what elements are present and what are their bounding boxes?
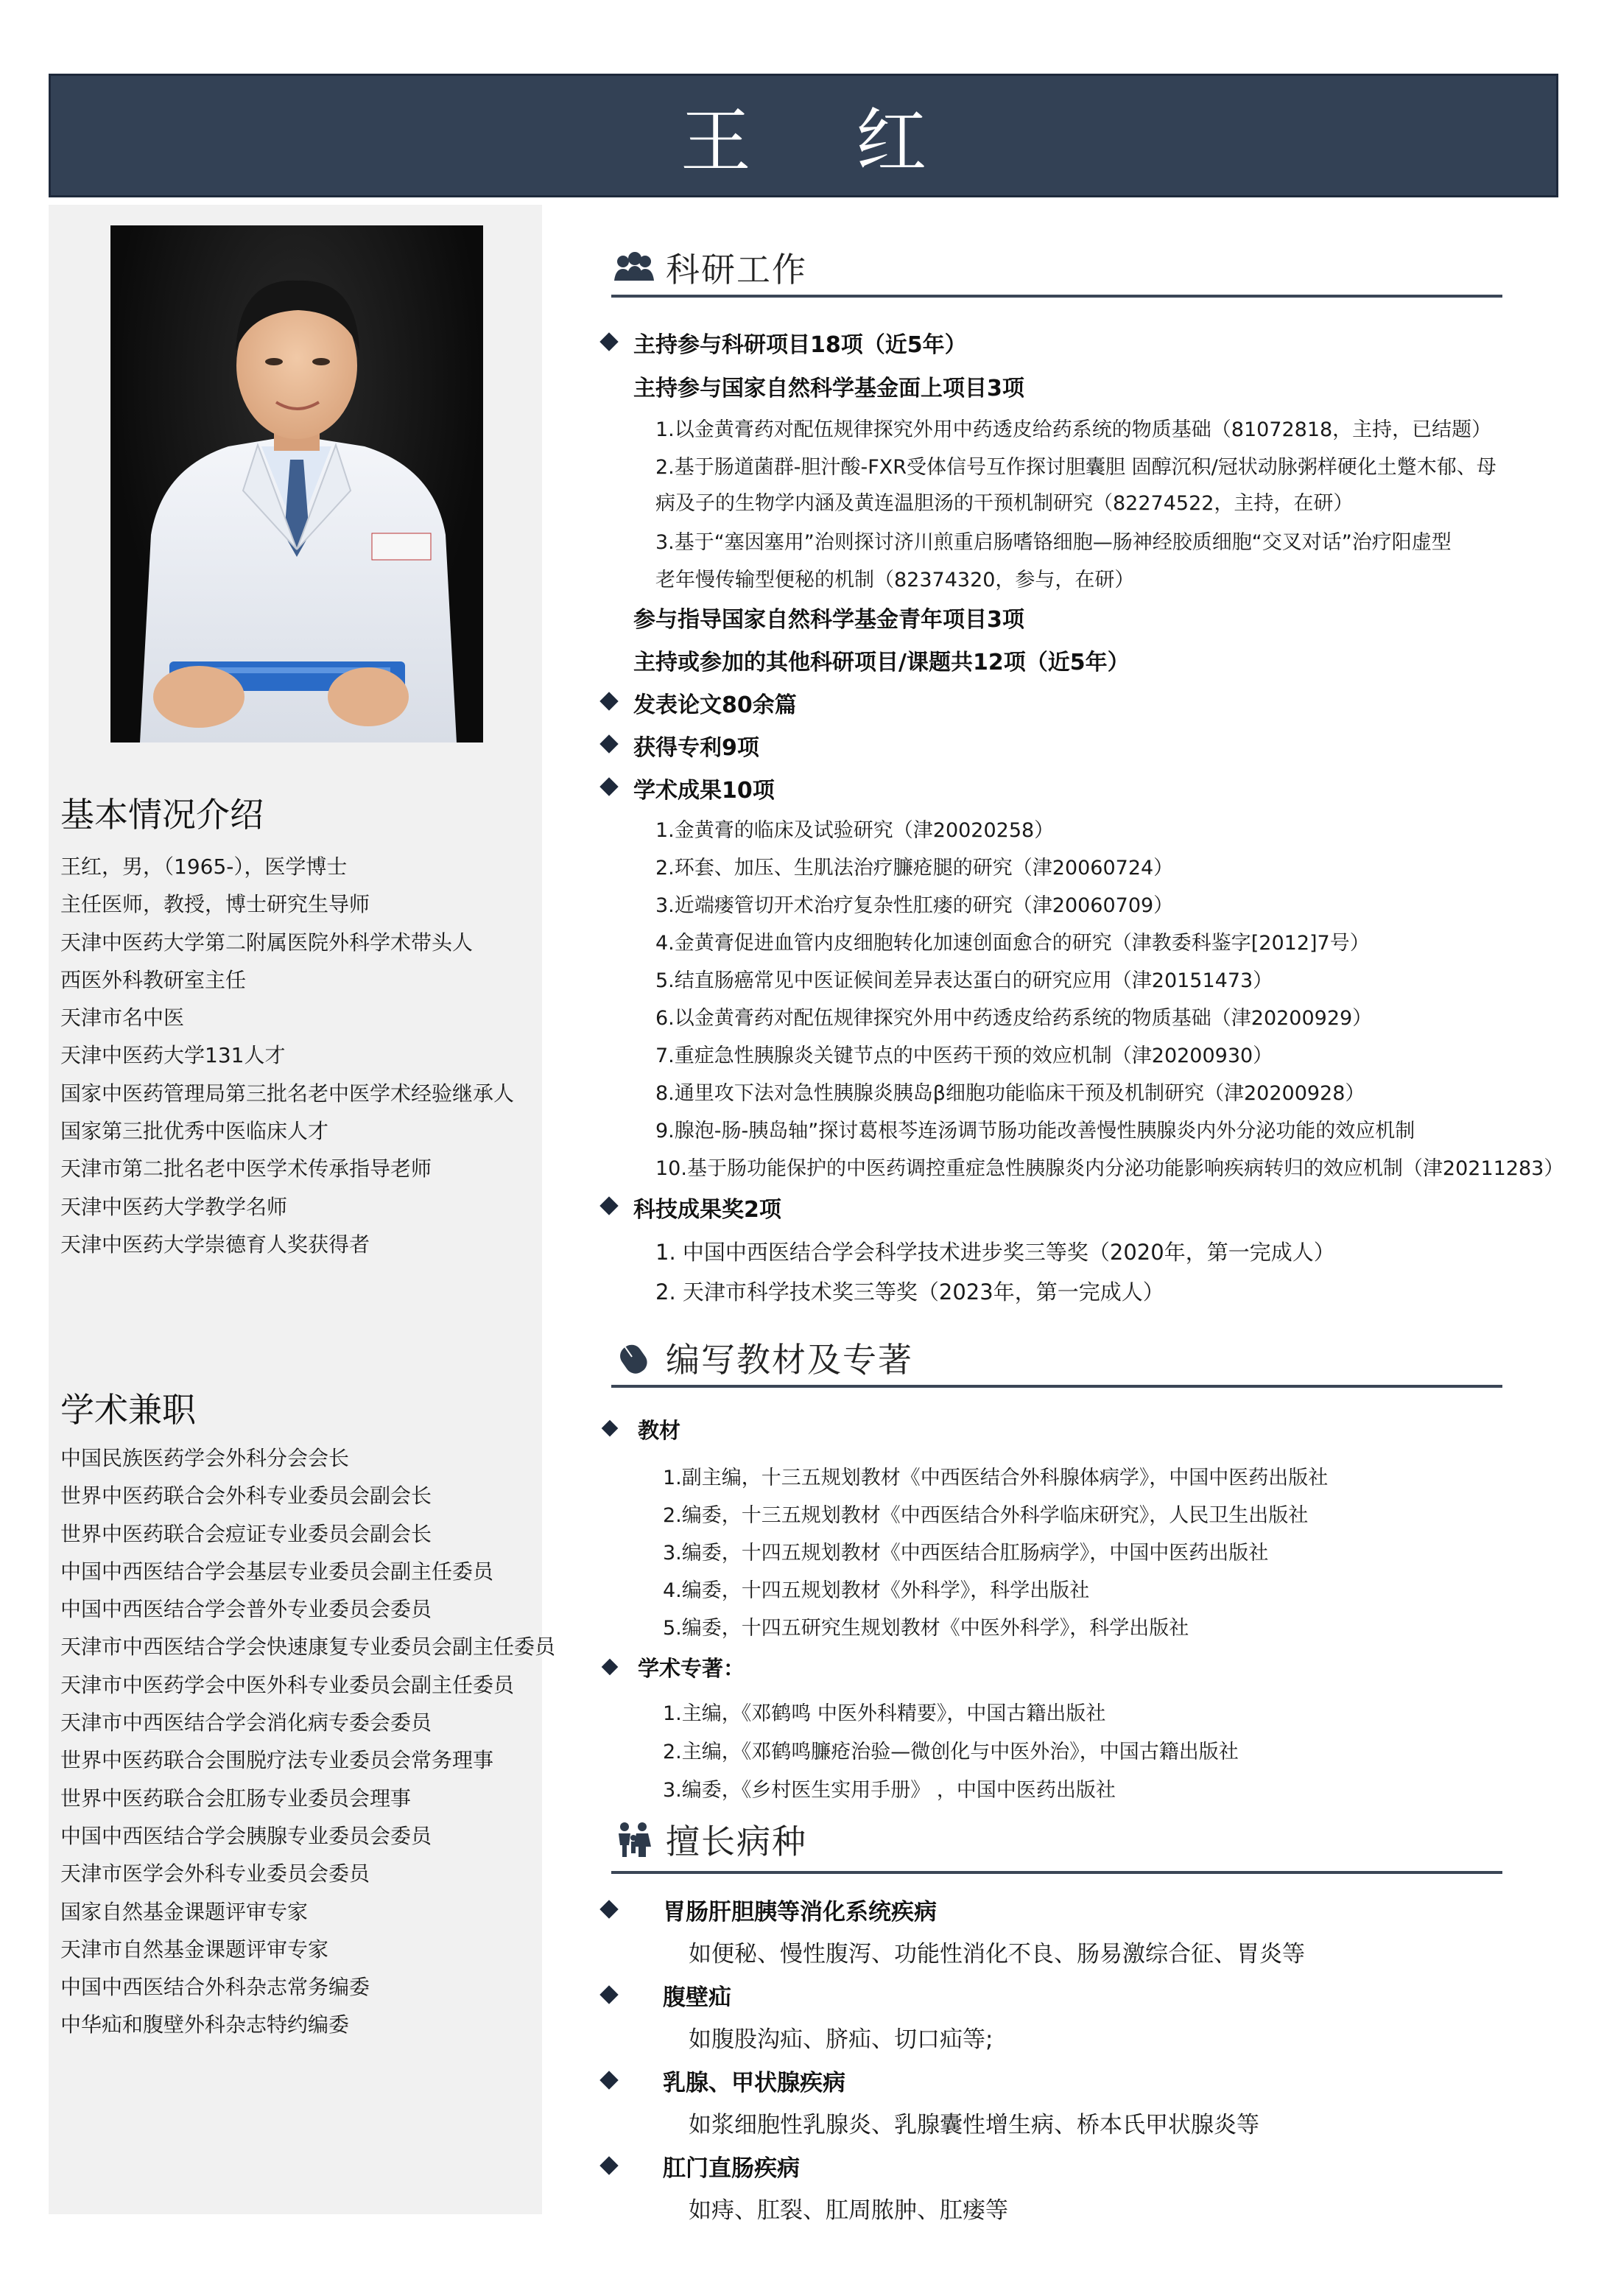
- expertise-desc: 如腹股沟疝、脐疝、切口疝等;: [689, 2026, 993, 2053]
- award-item: 1. 中国中西医结合学会科学技术进步奖三等奖（2020年，第一完成人）: [655, 1240, 1335, 1265]
- portrait-photo: [110, 225, 483, 742]
- list-item: 天津市第二批名老中医学术传承指导老师: [60, 1156, 432, 1182]
- list-item: 西医外科教研室主任: [60, 967, 247, 992]
- list-item: 国家第三批优秀中医临床人才: [60, 1119, 329, 1144]
- projects-title: 主持参与科研项目18项（近5年）: [633, 332, 967, 358]
- page-title: 王 红: [680, 99, 968, 183]
- academic-roles-list: [60, 1439, 555, 2044]
- diamond-bullet-icon: [599, 2071, 618, 2089]
- textbook-item: 3.编委，十四五规划教材《中西医结合肛肠病学》，中国中医药出版社: [663, 1542, 1269, 1565]
- list-item: 世界中医药联合会围脱疗法专业委员会常务理事: [60, 1748, 494, 1773]
- list-item: 天津中医药大学131人才: [60, 1043, 286, 1068]
- achievements-title: 学术成果10项: [633, 778, 775, 804]
- expertise-name: 乳腺、甲状腺疾病: [663, 2070, 845, 2096]
- expertise-name: 腹壁疝: [663, 1984, 731, 2011]
- list-item: 天津市中西医结合学会消化病专委会委员: [60, 1710, 432, 1735]
- list-item: 中国中西医结合学会普外专业委员会委员: [60, 1597, 432, 1622]
- achievement-item: 6.以金黄膏药对配伍规律探究外用中药透皮给药系统的物质基础（津20200929）: [655, 1007, 1373, 1030]
- list-item: 天津市医学会外科专业委员会委员: [60, 1861, 370, 1886]
- list-item: 中国民族医药学会外科分会会长: [60, 1446, 350, 1470]
- list-item: 天津市中西医结合学会快速康复专业委员会副主任委员: [60, 1635, 556, 1660]
- name-banner: [49, 74, 1558, 197]
- achievement-item: 9.腺泡-肠-胰岛轴”探讨葛根芩连汤调节肠功能改善慢性胰腺炎内外分泌功能的效应机制: [655, 1120, 1415, 1142]
- expertise-desc: 如便秘、慢性腹泻、功能性消化不良、肠易激综合征、胃炎等: [689, 1941, 1305, 1967]
- achievement-item: 2.环套、加压、生肌法治疗臁疮腿的研究（津20060724）: [655, 857, 1174, 880]
- achievement-item: 4.金黄膏促进血管内皮细胞转化加速创面愈合的研究（津教委科鉴字[2012]7号）: [655, 932, 1370, 955]
- textbook-title: 教材: [638, 1418, 681, 1443]
- textbook-item: 4.编委，十四五规划教材《外科学》，科学出版社: [663, 1579, 1090, 1602]
- list-item: 中国中西医结合学会胰腺专业委员会委员: [60, 1823, 432, 1848]
- list-item: 天津中医药大学崇德育人奖获得者: [60, 1232, 370, 1257]
- patents-title: 获得专利9项: [633, 735, 759, 761]
- list-item: 天津中医药大学第二附属医院外科学术带头人: [60, 930, 474, 955]
- achievement-item: 5.结直肠癌常见中医证候间差异表达蛋白的研究应用（津20151473）: [655, 969, 1273, 992]
- section-title: 科研工作: [666, 250, 807, 289]
- list-item: 国家中医药管理局第三批名老中医学术经验继承人: [60, 1081, 515, 1106]
- textbook-item: 5.编委，十四五研究生规划教材《中医外科学》，科学出版社: [663, 1617, 1189, 1640]
- nsfc-title: 主持参与国家自然科学基金面上项目3项: [633, 376, 1024, 401]
- basic-info-list: [60, 848, 514, 1263]
- award-item: 2. 天津市科学技术奖三等奖（2023年，第一完成人）: [655, 1279, 1164, 1305]
- diamond-bullet-icon: [599, 332, 618, 351]
- diamond-bullet-icon: [599, 1900, 618, 1918]
- diamond-bullet-icon: [602, 1420, 619, 1437]
- list-item: 中国中西医结合外科杂志常务编委: [60, 1975, 370, 2000]
- nsfc-item: 2.基于肠道菌群-胆汁酸-FXR受体信号互作探讨胆囊胆 固醇沉积/冠状动脉粥样硬化土蹩木郁、母: [655, 456, 1496, 479]
- achievement-item: 7.重症急性胰腺炎关键节点的中医药干预的效应机制（津20200930）: [655, 1045, 1273, 1067]
- expertise-desc: 如痔、肛裂、肛周脓肿、肛瘘等: [689, 2197, 1008, 2224]
- nsfc-item: 病及子的生物学内涵及黄连温胆汤的干预机制研究（82274522，主持，在研）: [655, 492, 1354, 515]
- achievement-item: 10.基于肠功能保护的中医药调控重症急性胰腺炎内分泌功能影响疾病转归的效应机制（津20211283）: [655, 1157, 1564, 1180]
- list-item: 天津中医药大学教学名师: [60, 1194, 288, 1219]
- achievement-item: 8.通里攻下法对急性胰腺炎胰岛β细胞功能临床干预及机制研究（津20200928）: [655, 1082, 1365, 1105]
- awards-title: 科技成果奖2项: [633, 1197, 781, 1223]
- monograph-item: 3.编委，《乡村医生实用手册》 ，中国中医药出版社: [663, 1779, 1116, 1802]
- diamond-bullet-icon: [599, 777, 618, 796]
- list-item: 天津市自然基金课题评审专家: [60, 1937, 329, 1962]
- monograph-title: 学术专著：: [638, 1656, 745, 1681]
- list-item: 世界中医药联合会肛肠专业委员会理事: [60, 1786, 412, 1811]
- diamond-bullet-icon: [599, 1196, 618, 1215]
- list-item: 天津市中医药学会中医外科专业委员会副主任委员: [60, 1672, 515, 1697]
- list-item: 天津市名中医: [60, 1005, 185, 1031]
- section-title: 擅长病种: [666, 1822, 807, 1861]
- section-title: 编写教材及专著: [666, 1340, 913, 1380]
- section-divider: [611, 1871, 1502, 1874]
- other-projects-title: 主持或参加的其他科研项目/课题共12项（近5年）: [633, 650, 1130, 675]
- expertise-name: 肛门直肠疾病: [663, 2155, 800, 2182]
- diamond-bullet-icon: [602, 1659, 619, 1676]
- list-item: 中华疝和腹壁外科杂志特约编委: [60, 2012, 350, 2037]
- section-divider: [611, 295, 1502, 298]
- list-item: 国家自然基金课题评审专家: [60, 1899, 309, 1924]
- list-item: 世界中医药联合会痘证专业委员会副会长: [60, 1521, 432, 1546]
- section-divider: [611, 1385, 1502, 1388]
- people-icon: [611, 1820, 655, 1858]
- list-item: 王红，男，（1965-），医学博士: [60, 854, 348, 879]
- monograph-item: 2.主编，《邓鹤鸣臁疮治验—微创化与中医外治》，中国古籍出版社: [663, 1741, 1239, 1763]
- monograph-item: 1.主编，《邓鹤鸣 中医外科精要》，中国古籍出版社: [663, 1702, 1106, 1725]
- achievement-item: 3.近端瘘管切开术治疗复杂性肛瘘的研究（津20060709）: [655, 894, 1174, 917]
- research-heading: [611, 243, 807, 292]
- mouse-icon: [611, 1338, 655, 1377]
- group-icon: [611, 248, 655, 287]
- textbook-item: 2.编委，十三五规划教材《中西医结合外科学临床研究》，人民卫生出版社: [663, 1504, 1309, 1527]
- expertise-name: 胃肠肝胆胰等消化系统疾病: [663, 1899, 937, 1925]
- diamond-bullet-icon: [599, 1985, 618, 2004]
- youth-title: 参与指导国家自然科学基金青年项目3项: [633, 607, 1024, 633]
- expertise-desc: 如浆细胞性乳腺炎、乳腺囊性增生病、桥本氏甲状腺炎等: [689, 2112, 1259, 2138]
- expertise-heading: [611, 1815, 807, 1864]
- list-item: 世界中医药联合会外科专业委员会副会长: [60, 1484, 432, 1509]
- basic-info-heading: 基本情况介绍: [60, 795, 264, 835]
- textbook-item: 1.副主编，十三五规划教材《中西医结合外科腺体病学》，中国中医药出版社: [663, 1467, 1329, 1489]
- diamond-bullet-icon: [599, 692, 618, 710]
- diamond-bullet-icon: [599, 2156, 618, 2174]
- diamond-bullet-icon: [599, 734, 618, 753]
- list-item: 主任医师，教授，博士研究生导师: [60, 892, 370, 917]
- nsfc-item: 老年慢传输型便秘的机制（82374320，参与，在研）: [655, 569, 1135, 591]
- sidebar: [49, 205, 556, 2214]
- books-heading: [611, 1333, 913, 1382]
- achievement-item: 1.金黄膏的临床及试验研究（津20020258）: [655, 819, 1055, 842]
- academic-roles-heading: 学术兼职: [60, 1390, 196, 1430]
- nsfc-item: 1.以金黄膏药对配伍规律探究外用中药透皮给药系统的物质基础（81072818，主持，已结题）: [655, 418, 1492, 441]
- list-item: 中国中西医结合学会基层专业委员会副主任委员: [60, 1559, 494, 1584]
- papers-title: 发表论文80余篇: [633, 692, 797, 718]
- nsfc-item: 3.基于“塞因塞用”治则探讨济川煎重启肠嗜铬细胞—肠神经胶质细胞“交叉对话”治疗阳虚型: [655, 531, 1452, 554]
